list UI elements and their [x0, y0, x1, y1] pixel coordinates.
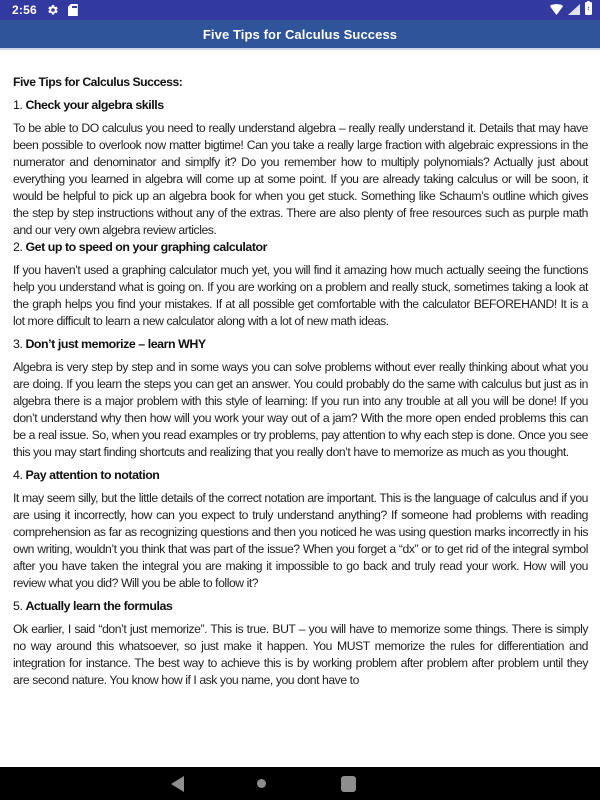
sd-card-icon — [68, 4, 78, 16]
article-section — [13, 336, 588, 461]
section-paragraph: It may seem silly, but the little details of the correct notation are important. This is the language of calculus and if you are using it incorrectly, how can you expect to truly understand anything? If someone had problems with reading comprehension as far as recognizing questions and then you noticed he was using question marks incorrectly in his own writing, wouldn’t you think that was part of the issue? When you forget a “dx” or to get rid of the integral symbol after you have taken the integral you are making it impossible to go back and truly read your work. How will you review what you did? Will you be able to follow it? — [13, 491, 588, 590]
article-section — [13, 97, 588, 239]
article-sections — [13, 97, 588, 689]
section-heading — [13, 336, 588, 353]
section-title: Check your algebra skills — [25, 98, 164, 112]
article-content — [0, 52, 600, 689]
article-section — [13, 239, 588, 330]
section-number: 3. — [13, 337, 23, 351]
section-number: 5. — [13, 599, 23, 613]
article-intro: Five Tips for Calculus Success: — [13, 75, 183, 89]
article-section — [13, 467, 588, 592]
section-heading — [13, 467, 588, 484]
back-button[interactable] — [162, 767, 192, 800]
section-heading — [13, 239, 588, 256]
section-title: Don’t just memorize – learn WHY — [25, 337, 206, 351]
signal-strength-icon — [568, 4, 580, 15]
app-bar-title: Five Tips for Calculus Success — [202, 26, 398, 42]
status-right-icons — [550, 2, 592, 18]
section-title: Get up to speed on your graphing calculator — [25, 240, 268, 254]
settings-icon — [47, 4, 59, 16]
section-heading — [13, 97, 588, 114]
status-left-icons — [47, 4, 78, 16]
status-time: 2:56 — [12, 3, 37, 17]
section-paragraph: Ok earlier, I said “don’t just memorize”. This is true. BUT – you will have to memorize some things. There is simply no way around this whatsoever, so just make it happen. You MUST memorize the rules for differentiation and integration for instance. The best way to achieve this is by working problem after problem after problem until they are second nature. You know how if I ask you name, you dont have to — [13, 622, 588, 687]
recents-square-icon — [341, 776, 356, 792]
section-paragraph: To be able to DO calculus you need to really understand algebra – really really understand it. Details that may have been possible to overlook now matter bigtime! Can you take a really large fraction with algebraic expressions in the numerator and denominator and simplfy it? Do you remember how to multiply polynomials? Actually just about everything you learned in algebra will come up at some point. If you are already taking calculus or will be soon, it would be helpful to pick up an algebra book for when you get stuck. Something like Schaum’s outline which gives the step by step instructions without any of the extras. There are also plenty of free resources such as purple math and our very own algebra review articles. — [13, 121, 588, 237]
home-button[interactable] — [248, 767, 274, 800]
home-circle-icon — [257, 779, 266, 788]
section-paragraph: Algebra is very step by step and in some ways you can solve problems without ever really thinking about what you are doing. If you learn the steps you can get an answer. You could probably do the same with calculus but just as in algebra there is a major problem with this style of learning: If you run into any trouble at all you will be done! If you don’t understand why then how will you work your way out of a jam? With the more open ended problems this can be a real issue. So, when you read examples or try problems, pay attention to why each step is done. Once you see this you may start finding shortcuts and realizing that you really don’t have to memorize as much as you thought. — [13, 360, 588, 459]
wifi-icon — [550, 4, 563, 15]
recents-button[interactable] — [333, 767, 363, 800]
section-heading — [13, 598, 588, 615]
section-number: 2. — [13, 240, 23, 254]
section-paragraph: If you haven’t used a graphing calculator much yet, you will find it amazing how much actually seeing the functions help you understand what is going on. If you are working on a problem and really stuck, sometimes taking a look at the graph helps you find your mistakes. If at all possible get comfortable with the calculator BEFOREHAND! It is a lot more difficult to learn a new calculator along with a lot of new math ideas. — [13, 263, 588, 328]
navigation-bar — [0, 767, 600, 800]
article-section — [13, 598, 588, 689]
status-bar — [0, 0, 600, 20]
section-number: 1. — [13, 98, 23, 112]
battery-icon — [585, 2, 592, 15]
section-title: Actually learn the formulas — [25, 599, 173, 613]
section-number: 4. — [13, 468, 23, 482]
app-bar — [0, 20, 600, 50]
section-title: Pay attention to notation — [25, 468, 160, 482]
back-triangle-icon — [171, 776, 184, 792]
